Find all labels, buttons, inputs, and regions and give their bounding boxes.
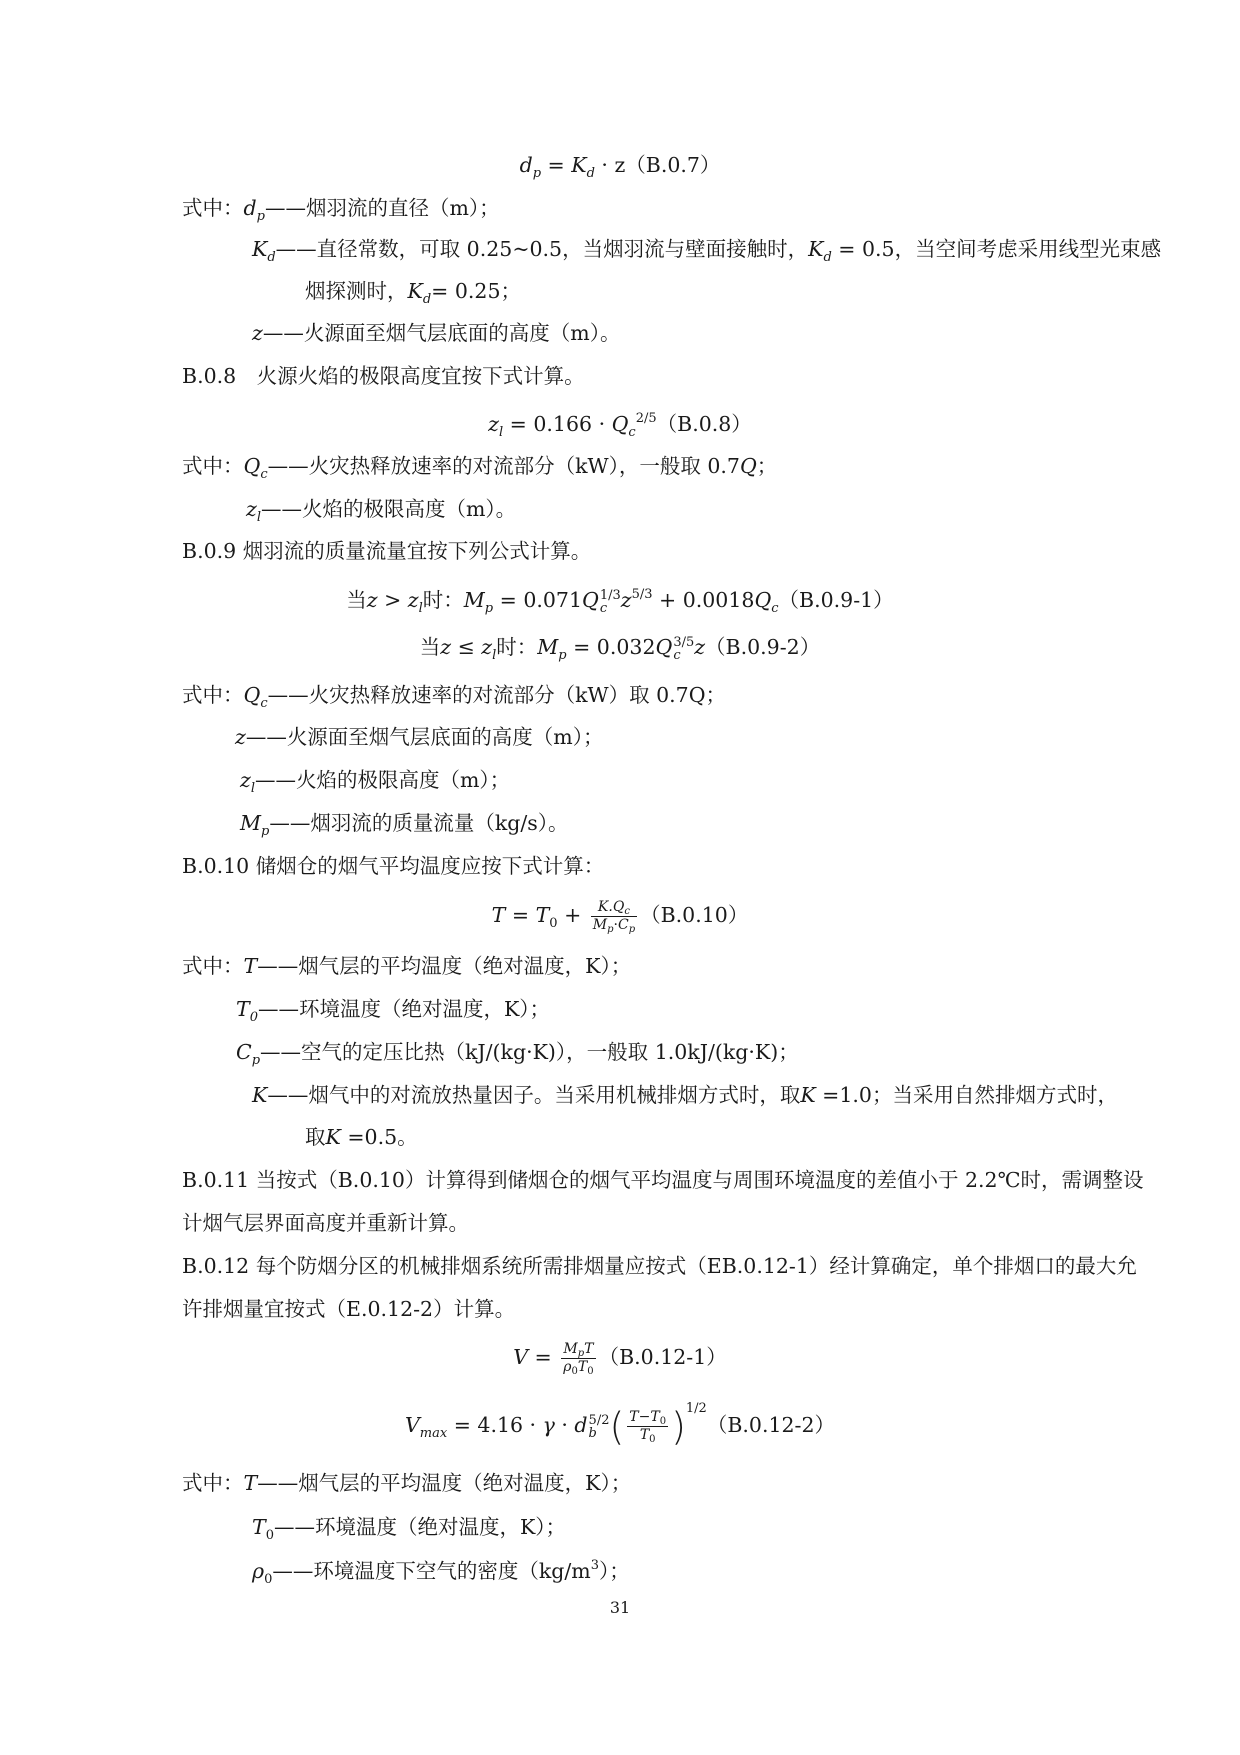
- definition-t: 式中：T——烟气层的平均温度（绝对温度，K）；: [182, 954, 632, 978]
- section-b011-continued: 计烟气层界面高度并重新计算。: [182, 1211, 469, 1235]
- definition-t-2: 式中：T——烟气层的平均温度（绝对温度，K）；: [182, 1471, 632, 1495]
- fraction-b010: $\frac{K.Q_c}{M_p\cdot C_p}$: [592, 899, 636, 935]
- definition-kd: $K_d——$直径常数，可取 0.25~0.5，当烟羽流与壁面接触时，$K_d = 0.5$，当空间考虑采用线型光束感: [252, 237, 1162, 265]
- definition-qc-2: 式中：$Q_c——$火灾热释放速率的对流部分（kW）取 0.7Q；: [182, 683, 727, 711]
- definition-zl-2: $z_l——$火焰的极限高度（m）；: [240, 768, 511, 796]
- equation-b08: $z_l = 0.166 \cdot Q_c^{2/5}(B.0.8)$: [488, 411, 752, 440]
- section-b011: B.0.11 当按式（B.0.10）计算得到储烟仓的烟气平均温度与周围环境温度的差值小于 2.2℃时，需调整设: [182, 1168, 1144, 1192]
- section-b012-continued: 许排烟量宜按式（E.0.12-2）计算。: [182, 1297, 516, 1321]
- equation-b010: $T = T_0$ + $\frac{K.Q_c}{M_p\cdot C_p}$ （B.0.10）: [491, 899, 749, 935]
- equation-b09-1: 当$z > z_l$时：$M_p = 0.071Q$ 1/3 c $z^{5/3} + 0.0018Q_c(B.0.9-1)$: [346, 587, 894, 616]
- page-number: 31: [609, 1598, 631, 1617]
- definition-zl: $z_l——$火焰的极限高度（m）。: [246, 497, 517, 525]
- definition-k: K——烟气中的对流放热量因子。当采用机械排烟方式时，取K =1.0；当采用自然排烟方式时，: [252, 1083, 1118, 1107]
- definition-cp: $C_p——$空气的定压比热（kJ/(kg·K)），一般取 1.0kJ/(kg·K)；: [236, 1040, 799, 1068]
- section-b012: B.0.12 每个防烟分区的机械排烟系统所需排烟量应按式（EB.0.12-1）经计算确定，单个排烟口的最大允: [182, 1254, 1137, 1278]
- definition-kd-continued: 烟探测时，$K_d= 0.25$；: [305, 279, 521, 307]
- equation-b09-2: 当$z \le z_l$时：$M_p = 0.032Q$ 3/5 c z（B.0.9-2）: [419, 634, 821, 663]
- definition-rho: $\rho_0——$环境温度下空气的密度$(kg/m^3)$；: [252, 1558, 630, 1587]
- definition-mp: $M_p——$烟羽流的质量流量（kg/s）。: [240, 811, 569, 839]
- equation-b012-2: $V_{max} = 4.16 \cdot \gamma \cdot d$ 5/2 b ( $\frac{T-T_0}{T_0}$ )$^{1/2}$（B.0.12-2）: [404, 1401, 836, 1449]
- definition-k-continued: 取K =0.5。: [305, 1125, 418, 1149]
- equation-b012-1: V = $\frac{M_pT}{\rho_0T_0}$ （B.0.12-1）: [513, 1341, 727, 1377]
- fraction-b012-1: $\frac{M_pT}{\rho_0T_0}$: [563, 1341, 594, 1377]
- definition-z-2: z——火源面至烟气层底面的高度（m）；: [235, 725, 604, 749]
- definition-t0: $T_0——$环境温度（绝对温度，K）；: [236, 997, 551, 1025]
- definition-z: z——火源面至烟气层底面的高度（m）。: [252, 321, 621, 345]
- section-b09: B.0.9 烟羽流的质量流量宜按下列公式计算。: [182, 539, 592, 563]
- equation-b07: $d_p = K_d \cdot z(B.0.7)$: [519, 153, 721, 181]
- definition-qc: 式中：$Q_c——$火灾热释放速率的对流部分（kW），一般取 0.7Q；: [182, 454, 778, 482]
- section-b010: B.0.10 储烟仓的烟气平均温度应按下式计算：: [182, 854, 605, 878]
- section-b08: B.0.8 火源火焰的极限高度宜按下式计算。: [182, 364, 585, 388]
- definition-t0-2: $T_0——$环境温度（绝对温度，K）；: [252, 1515, 567, 1543]
- definition-dp: 式中：$d_p——$烟羽流的直径（m）；: [182, 196, 500, 224]
- fraction-b012-2: $\frac{T-T_0}{T_0}$: [629, 1409, 667, 1445]
